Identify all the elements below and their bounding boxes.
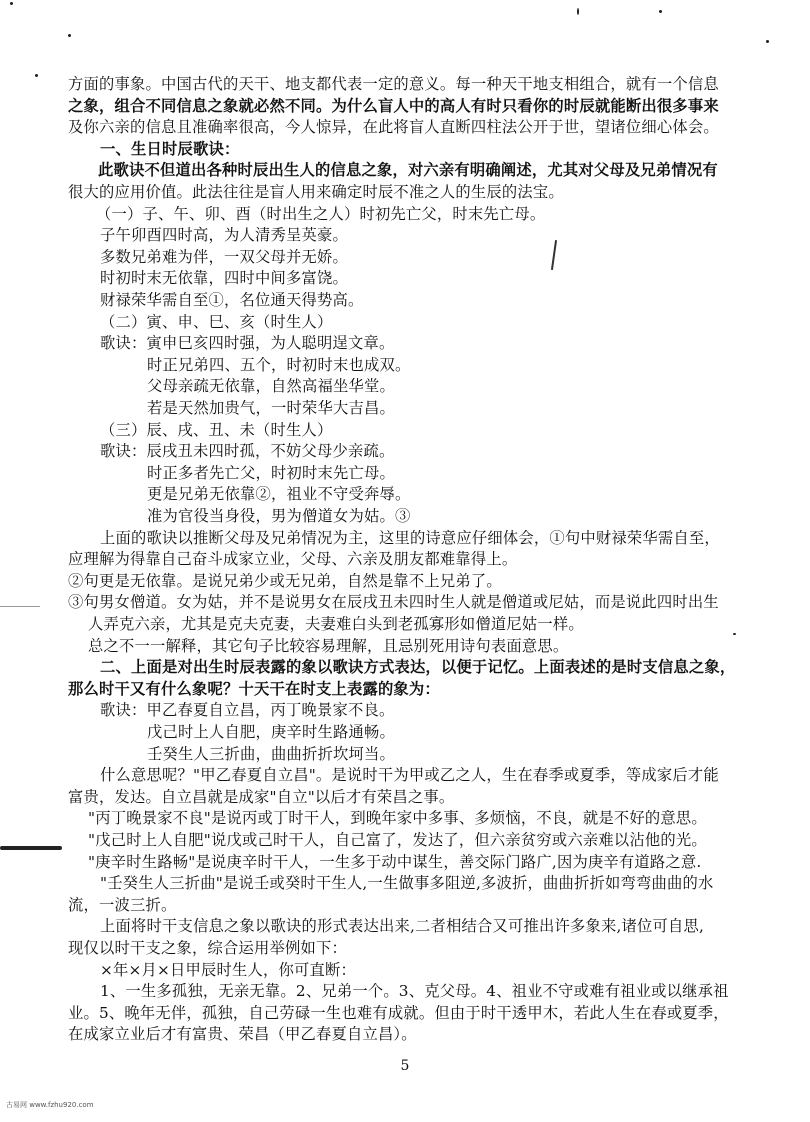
scan-speck [659,10,662,13]
text-line: "丙丁晚景家不良"是说丙或丁时干人，到晚年家中多事、多烦恼，不良，就是不好的意思。 [88,809,707,828]
text-line: 此歌诀不但道出各种时辰出生人的信息之象，对六亲有明确阐述，尤其对父母及兄弟情况有 [98,161,718,180]
text-line: 在成家立业后才有富贵、荣昌（甲乙春夏自立昌）。 [68,1025,417,1044]
scan-speck [35,74,38,77]
scan-streak [0,606,40,607]
text-line: 那么时干又有什么象呢？十天干在时支上表露的象为： [68,679,440,698]
scan-speck [10,2,13,5]
verse-line: 时正多者先亡父，时初时末先亡母。 [147,463,395,482]
text-line: 1、一生多孤独，无亲无靠。2、兄弟一个。3、克父母。4、祖业不守或难有祖业或以继承祖 [100,982,729,1001]
text-line: 富贵，发达。自立昌就是成家"自立"以后才有荣昌之事。 [68,787,455,806]
text-line: 方面的事象。中国古代的天干、地支都代表一定的意义。每一种天干地支相组合，就有一个信息 [68,75,719,93]
verse-line: 歌诀：甲乙春夏自立昌，丙丁晚景家不良。 [100,701,395,720]
verse-line: 戊己时上人自肥，庚辛时生路通畅。 [147,723,395,741]
text-line: 及你六亲的信息且准确率很高，今人惊异，在此将盲人直断四柱法公开于世，望诸位细心体会。 [68,118,719,137]
text-line: 流，一波三折。 [68,895,177,914]
text-line: "庚辛时生路畅"是说庚辛时干人，一生多于动中谋生，善交际门路广,因为庚辛有道路之意. [88,852,702,871]
verse-line: 时初时末无依靠，四时中间多富饶。 [100,269,348,288]
text-line: ②句更是无依靠。是说兄弟少或无兄弟，自然是靠不上兄弟了。 [68,571,502,590]
text-line: 现仅以时干支之象，综合运用举例如下： [68,939,347,957]
verse-line: 子午卯酉四时高，为人清秀呈英豪。 [100,226,348,245]
scan-speck [733,633,736,635]
scan-speck [68,34,71,37]
text-line: ×年×月×日甲辰时生人，你可直断： [100,960,357,979]
section-heading: 二、上面是对出生时辰表露的象以歌诀方式表达，以便于记忆。上面表述的是时支信息之象， [100,658,736,677]
verse-line: 财禄荣华需自至①，名位通天得势高。 [100,291,364,309]
verse-line: 壬癸生人三折曲，曲曲折折坎坷当。 [147,744,395,763]
verse-line: 歌诀：寅申巳亥四时强，为人聪明逞文章。 [100,334,395,353]
page-number: 5 [400,1058,410,1074]
text-line: 之象，组合不同信息之象就必然不同。为什么盲人中的高人有时只看你的时辰就能断出很多事来 [68,96,719,115]
footer-watermark: 古易网 www.fzhu920.com [6,1101,94,1109]
scan-streak [0,846,62,850]
text-line: 上面的歌诀以推断父母及兄弟情况为主，这里的诗意应仔细体会，①句中财禄荣华需自至， [100,528,720,547]
subheading: （一）子、午、卯、酉（时出生之人）时初先亡父，时末先亡母。 [96,204,546,223]
text-line: 很大的应用价值。此法往往是盲人用来确定时辰不准之人的生辰的法宝。 [68,183,564,201]
text-line: 人弄克六亲，尤其是克夫克妻，夫妻难白头到老孤寡形如僧道尼姑一样。 [88,615,584,633]
text-line: ③句男女僧道。女为姑，并不是说男女在辰戌丑未四时生人就是僧道或尼姑，而是说此四时出生 [68,593,719,612]
verse-line: 时正兄弟四、五个，时初时末也成双。 [147,355,411,374]
verse-line: 若是天然加贵气，一时荣华大吉昌。 [147,399,395,417]
text-line: 应理解为得靠自己奋斗成家立业，父母、六亲及朋友都难靠得上。 [68,550,518,569]
verse-line: 多数兄弟难为伴，一双父母并无娇。 [100,247,348,266]
text-line: "戊己时上人自肥"说戊或己时干人，自己富了，发达了，但六亲贫穷或六亲难以沾他的光。 [88,831,707,849]
section-heading: 一、生日时辰歌诀： [100,139,240,158]
scan-speck [577,8,579,15]
subheading: （二）寅、申、巳、亥（时生人） [100,312,333,331]
verse-line: 更是兄弟无依靠②，祖业不守受奔辱。 [147,485,411,504]
subheading: （三）辰、戌、丑、未（时生人） [100,420,333,439]
text-line: 上面将时干支信息之象以歌诀的形式表达出来,二者相结合又可推出许多象来,诸位可自思, [100,917,705,936]
verse-line: 父母亲疏无依靠，自然高福坐华堂。 [147,377,395,396]
text-line: 总之不一一解释，其它句子比较容易理解，且忌别死用诗句表面意思。 [88,636,569,655]
text-line: 什么意思呢？"甲乙春夏自立昌"。是说时干为甲或乙之人，生在春季或夏季，等成家后才能 [100,766,719,785]
scan-speck [766,40,769,43]
text-line: 业。5、晚年无伴，孤独，自己劳碌一生也难有成就。但由于时干透甲木，若此人生在春或夏季， [68,1003,729,1022]
verse-line: 歌诀：辰戌丑未四时孤，不妨父母少亲疏。 [100,442,395,461]
text-line: "壬癸生人三折曲"是说壬或癸时干生人,一生做事多阻逆,多波折，曲曲折折如弯弯曲曲的水 [100,874,714,893]
pen-mark [551,240,557,270]
verse-line: 准为官役当身役，男为僧道女为姑。③ [147,507,411,525]
